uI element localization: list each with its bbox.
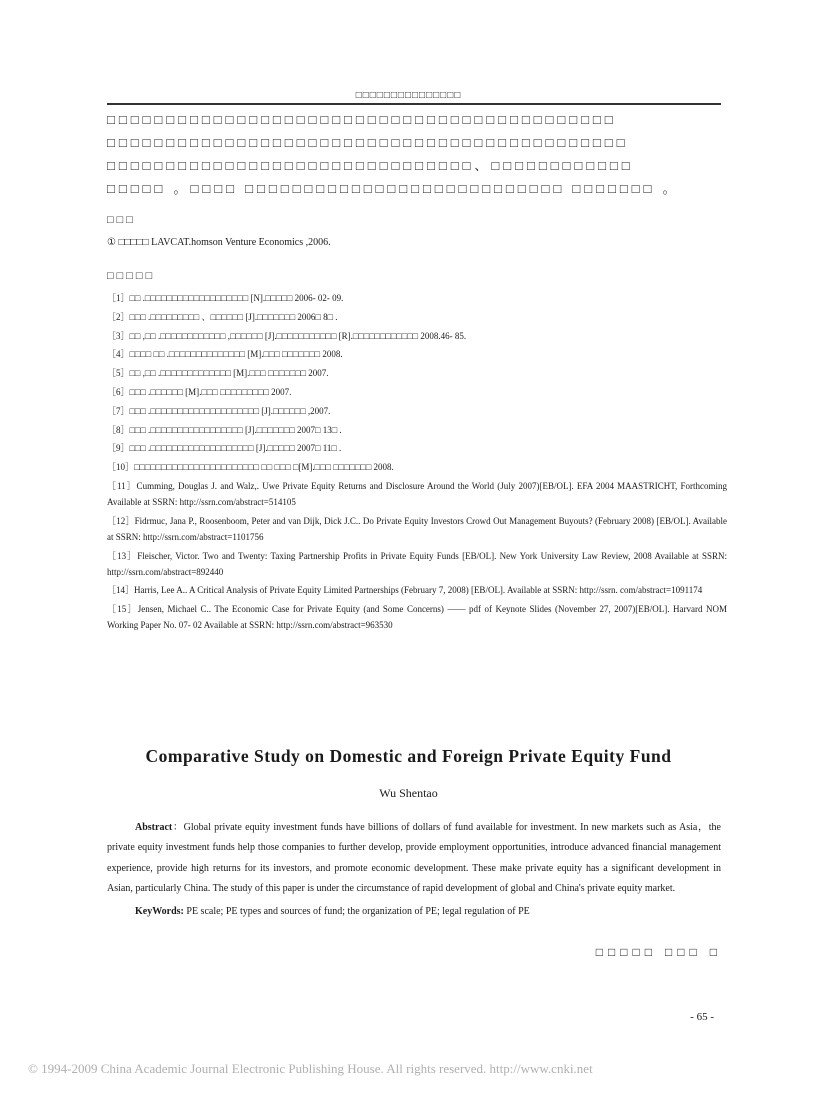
body-text [107,108,721,200]
reference-item: ［15］Jensen, Michael C.. The Economic Case for Private Equity (and Some Concerns) —— pdf of Keynote Slides (November 27, 2007)[EB/OL]. Harvard NOM Working Paper No. 07- 02 Available at SSRN: http://ssrn.com/abstract=963530 [107,604,727,631]
author-name: Wu Shentao [379,786,438,800]
keywords-text: PE scale; PE types and sources of fund; the organization of PE; legal regulation of PE [183,905,530,917]
abstract-text: ：Global private equity investment funds have billions of dollars of fund available for investment. In new markets such as Asia，the private equity investment funds help those companies to further develop, provide employment opportunities, introduce advanced financial management experience, provide high returns for its investors, and promote economic development. These make private equity has a significant development in Asian, particularly China. The study of this paper is under the circumstance of rapid development of global and China's private equity market. [107,822,721,895]
reference-item: ［5］□□ ,□□ .□□□□□□□□□□□□□ [M].□□□ □□□□□□□ 2007. [107,368,329,379]
reference-item: ［1］□□ .□□□□□□□□□□□□□□□□□□□ [N].□□□□□ 2006- 02- 09. [107,293,344,303]
note-item: ① □□□□□ LAVCAT.homson Venture Economics ,2006. [107,237,331,248]
abstract-block [107,818,721,922]
english-title: Comparative Study on Domestic and Foreign Private Equity Fund [145,746,672,766]
journal-name: □□□□□ □□□ □ [595,945,722,959]
header-rule [107,103,721,105]
reference-item: ［9］□□□ .□□□□□□□□□□□□□□□□□□□ [J].□□□□□ 2007□ 11□ . [107,443,342,454]
body-line: □□□□□□□□□□□□□□□□□□□□□□□□□□□□□□□□□□□□□□□□□□□□ [107,135,629,150]
reference-item: ［14］Harris, Lee A.. A Critical Analysis of Private Equity Limited Partnerships (February 7, 2008) [EB/OL]. Available at SSRN: http://ssrn. com/abstract=1091174 [107,585,703,596]
reference-item: ［3］□□ ,□□ .□□□□□□□□□□□□ ,□□□□□□ [J].□□□□□□□□□□□ [R].□□□□□□□□□□□□ 2008.46- 85. [107,330,467,341]
reference-item: ［11］Cumming, Douglas J. and Walz,. Uwe Private Equity Returns and Disclosure Around the World (July 2007)[EB/OL]. EFA 2004 MAASTRICHT, Forthcoming Available at SSRN: http://ssrn.com/abstract=514105 [107,480,727,507]
reference-item: ［8］□□□ .□□□□□□□□□□□□□□□□□ [J].□□□□□□□ 2007□ 13□ . [107,424,342,435]
reference-item: ［10］□□□□□□□□□□□□□□□□□□□□□□□ □□ □□□ □[M].□□□ □□□□□□□ 2008. [107,462,394,473]
body-line: □□□□□□□□□□□□□□□□□□□□□□□□□□□□□□□、□□□□□□□□□□□□ [107,158,634,173]
copyright-watermark: © 1994-2009 China Academic Journal Electronic Publishing House. All rights reserved. http://www.cnki.net [28,1061,593,1076]
keywords-label: KeyWords: [135,905,184,917]
running-header: □□□□□□□□□□□□□□□ [355,90,462,101]
abstract-paragraph [107,818,721,900]
notes-heading: □□□ [107,214,136,226]
body-line: □□□□□ 。□□□□ □□□□□□□□□□□□□□□□□□□□□□□□□□□ □□□□□□□ 。 [107,181,680,196]
reference-item: ［7］□□□ .□□□□□□□□□□□□□□□□□□□□ [J].□□□□□□ ,2007. [107,405,331,416]
body-line: □□□□□□□□□□□□□□□□□□□□□□□□□□□□□□□□□□□□□□□□□□□ [107,112,617,127]
abstract-label: Abstract [135,822,173,833]
reference-item: ［6］□□□ .□□□□□□ [M].□□□ □□□□□□□□□ 2007. [107,386,292,397]
reference-item: ［12］Fidrmuc, Jana P., Roosenboom, Peter and van Dijk, Dick J.C.. Do Private Equity Investors Crowd Out Management Buyouts? (February 2008) [EB/OL]. Available at SSRN: http://ssrn.com/abstract=1101756 [107,515,727,542]
keywords-paragraph [107,902,721,922]
references-heading: □□□□□ [107,270,156,282]
reference-item: ［2］□□□ .□□□□□□□□□ 、□□□□□□ [J].□□□□□□□ 2006□ 8□ . [107,311,338,322]
page-number: - 65 - [690,1011,714,1023]
reference-item: ［4］□□□□ □□ .□□□□□□□□□□□□□□ [M].□□□ □□□□□□□ 2008. [107,349,343,360]
reference-list [107,290,727,636]
reference-item: ［13］Fleischer, Victor. Two and Twenty: Taxing Partnership Profits in Private Equity Funds [EB/OL]. New York University Law Review, 2008 Available at SSRN: http://ssrn.com/abstract=892440 [107,550,727,577]
